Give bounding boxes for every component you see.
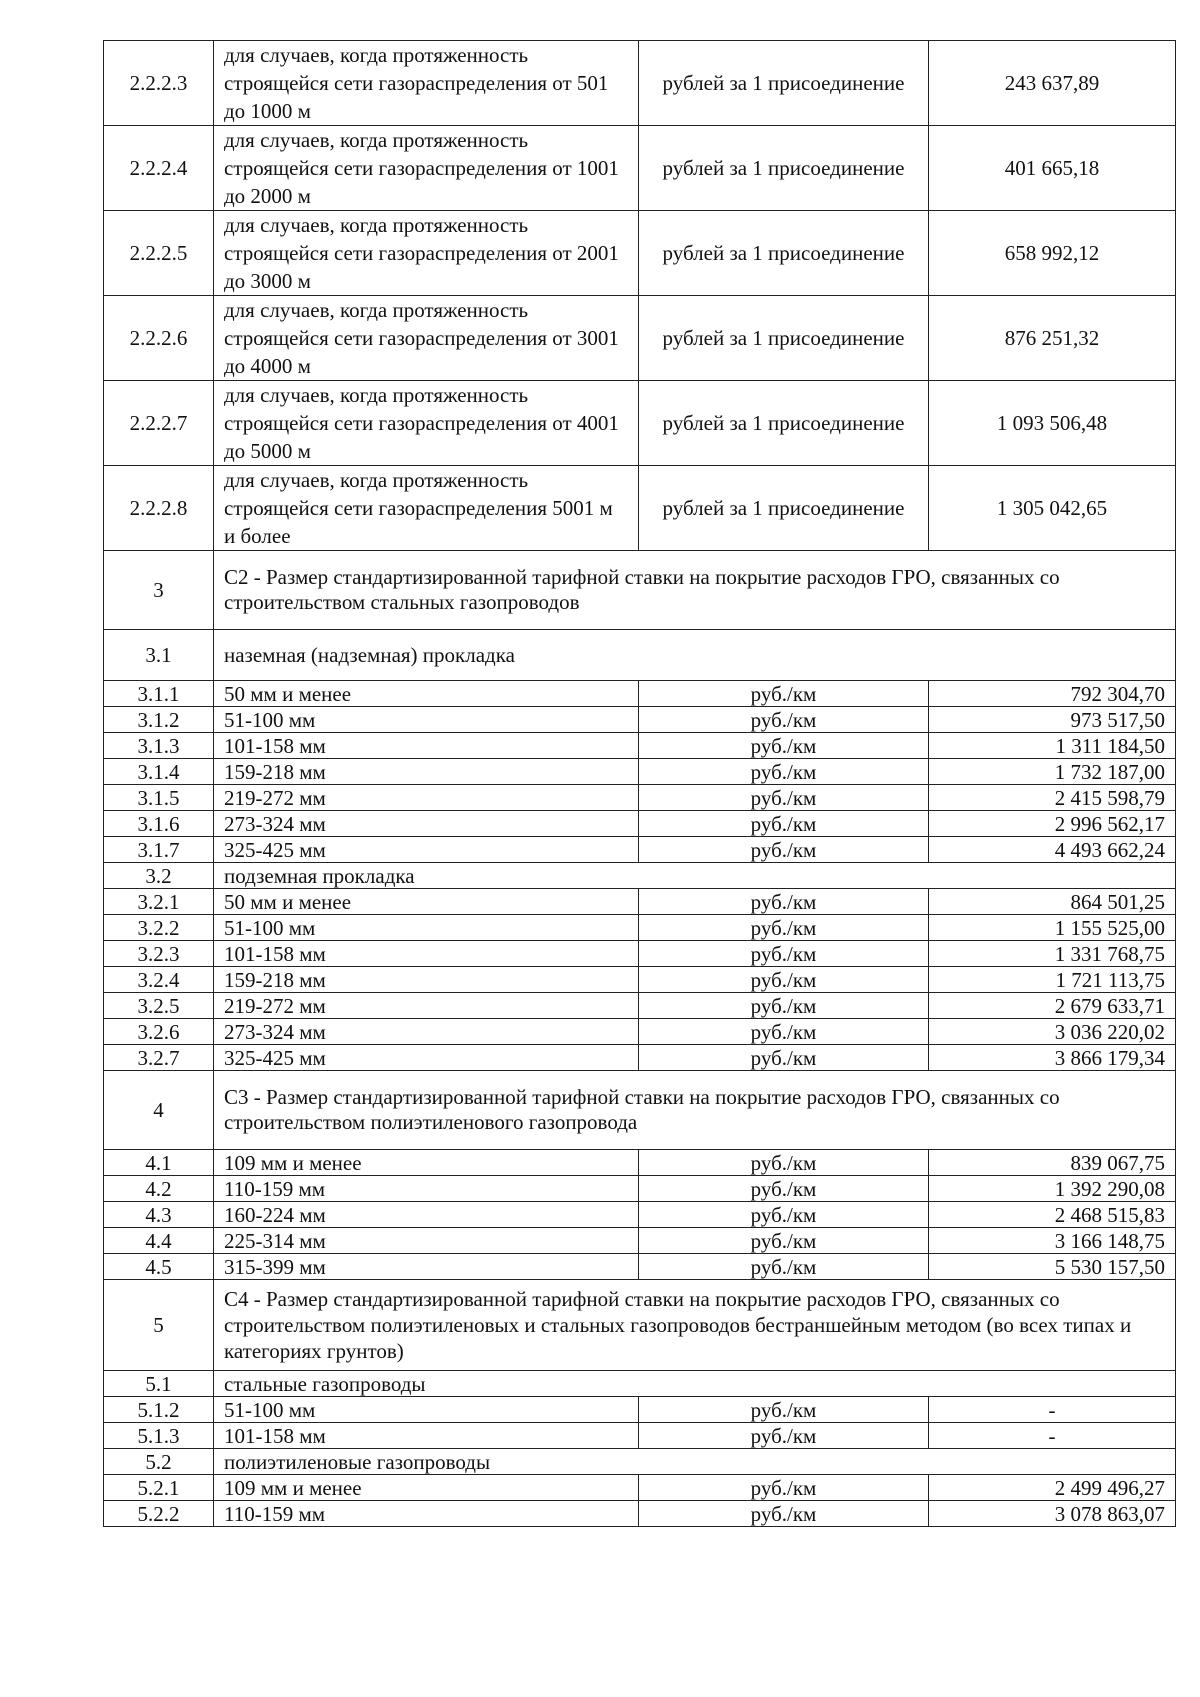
row-description: 51-100 мм [214, 1397, 639, 1423]
row-value: 864 501,25 [929, 889, 1176, 915]
row-value: 2 996 562,17 [929, 811, 1176, 837]
row-description: 109 мм и менее [214, 1475, 639, 1501]
table-row [104, 1019, 1176, 1045]
table-row [104, 941, 1176, 967]
row-description: 50 мм и менее [214, 681, 639, 707]
row-number: 2.2.2.4 [104, 126, 214, 211]
section-title: С4 - Размер стандартизированной тарифной ставки на покрытие расходов ГРО, связанных со строительством полиэтиленовых и стальных газопроводов бестраншейным методом (во всех типах и категориях грунтов) [214, 1280, 1176, 1371]
table-row [104, 296, 1176, 381]
row-unit: руб./км [639, 1202, 929, 1228]
row-value: 2 468 515,83 [929, 1202, 1176, 1228]
row-value: 658 992,12 [929, 211, 1176, 296]
row-number: 3.1.4 [104, 759, 214, 785]
table-row [104, 211, 1176, 296]
row-description: 110-159 мм [214, 1176, 639, 1202]
row-number: 3.2.2 [104, 915, 214, 941]
table-row [104, 1475, 1176, 1501]
row-description: 219-272 мм [214, 785, 639, 811]
row-value: 2 679 633,71 [929, 993, 1176, 1019]
row-value: 2 499 496,27 [929, 1475, 1176, 1501]
row-value: 3 078 863,07 [929, 1501, 1176, 1527]
row-unit: руб./км [639, 1475, 929, 1501]
row-unit: рублей за 1 присоединение [639, 126, 929, 211]
row-description: 273-324 мм [214, 811, 639, 837]
row-number: 5.1.3 [104, 1423, 214, 1449]
row-value: 1 093 506,48 [929, 381, 1176, 466]
table-row [104, 1202, 1176, 1228]
row-number: 5.2.2 [104, 1501, 214, 1527]
row-value: 1 305 042,65 [929, 466, 1176, 551]
subsection-header-row [104, 630, 1176, 681]
table-row [104, 1150, 1176, 1176]
row-value: - [929, 1423, 1176, 1449]
row-number: 4.1 [104, 1150, 214, 1176]
row-unit: руб./км [639, 681, 929, 707]
row-unit: руб./км [639, 1176, 929, 1202]
table-row [104, 466, 1176, 551]
row-unit: руб./км [639, 733, 929, 759]
row-value: 3 166 148,75 [929, 1228, 1176, 1254]
row-description: 160-224 мм [214, 1202, 639, 1228]
row-value: 1 392 290,08 [929, 1176, 1176, 1202]
row-number: 3.1.2 [104, 707, 214, 733]
row-description: для случаев, когда протяженность строящейся сети газораспределения от 3001 до 4000 м [214, 296, 639, 381]
row-value: 401 665,18 [929, 126, 1176, 211]
table-row [104, 837, 1176, 863]
table-row [104, 759, 1176, 785]
row-description: для случаев, когда протяженность строящейся сети газораспределения от 2001 до 3000 м [214, 211, 639, 296]
subsection-header-row [104, 1449, 1176, 1475]
row-value: - [929, 1397, 1176, 1423]
table-row [104, 811, 1176, 837]
row-number: 3.1.7 [104, 837, 214, 863]
row-description: 101-158 мм [214, 941, 639, 967]
section-number: 4 [104, 1071, 214, 1150]
table-row [104, 967, 1176, 993]
row-value: 1 331 768,75 [929, 941, 1176, 967]
table-row [104, 1045, 1176, 1071]
row-number: 4.5 [104, 1254, 214, 1280]
row-number: 3.2.5 [104, 993, 214, 1019]
table-row [104, 1176, 1176, 1202]
row-description: 219-272 мм [214, 993, 639, 1019]
row-unit: руб./км [639, 1150, 929, 1176]
row-unit: руб./км [639, 889, 929, 915]
row-unit: руб./км [639, 967, 929, 993]
row-number: 5.2.1 [104, 1475, 214, 1501]
table-row [104, 733, 1176, 759]
row-unit: руб./км [639, 1254, 929, 1280]
row-unit: рублей за 1 присоединение [639, 466, 929, 551]
row-number: 2.2.2.7 [104, 381, 214, 466]
row-description: 225-314 мм [214, 1228, 639, 1254]
row-value: 973 517,50 [929, 707, 1176, 733]
row-number: 2.2.2.5 [104, 211, 214, 296]
row-unit: руб./км [639, 1501, 929, 1527]
table-row [104, 1397, 1176, 1423]
tariff-table [103, 40, 1176, 1527]
row-value: 839 067,75 [929, 1150, 1176, 1176]
row-unit: рублей за 1 присоединение [639, 296, 929, 381]
row-number: 3.1.5 [104, 785, 214, 811]
row-unit: руб./км [639, 915, 929, 941]
subsection-number: 5.1 [104, 1371, 214, 1397]
subsection-title: полиэтиленовые газопроводы [214, 1449, 1176, 1475]
row-description: 109 мм и менее [214, 1150, 639, 1176]
table-row [104, 785, 1176, 811]
subsection-header-row [104, 1371, 1176, 1397]
row-description: 51-100 мм [214, 707, 639, 733]
row-unit: руб./км [639, 759, 929, 785]
subsection-title: стальные газопроводы [214, 1371, 1176, 1397]
row-unit: руб./км [639, 837, 929, 863]
row-number: 3.2.6 [104, 1019, 214, 1045]
table-row [104, 1228, 1176, 1254]
row-unit: руб./км [639, 811, 929, 837]
section-title: С2 - Размер стандартизированной тарифной ставки на покрытие расходов ГРО, связанных со строительством стальных газопроводов [214, 551, 1176, 630]
row-description: для случаев, когда протяженность строящейся сети газораспределения 5001 м и более [214, 466, 639, 551]
row-unit: руб./км [639, 941, 929, 967]
row-value: 1 721 113,75 [929, 967, 1176, 993]
section-number: 5 [104, 1280, 214, 1371]
row-unit: руб./км [639, 785, 929, 811]
row-description: 315-399 мм [214, 1254, 639, 1280]
row-value: 792 304,70 [929, 681, 1176, 707]
row-value: 4 493 662,24 [929, 837, 1176, 863]
row-value: 2 415 598,79 [929, 785, 1176, 811]
table-row [104, 889, 1176, 915]
row-unit: руб./км [639, 1228, 929, 1254]
row-number: 2.2.2.8 [104, 466, 214, 551]
table-row [104, 41, 1176, 126]
row-description: 101-158 мм [214, 733, 639, 759]
table-row [104, 1254, 1176, 1280]
row-number: 4.2 [104, 1176, 214, 1202]
subsection-header-row [104, 863, 1176, 889]
table-row [104, 681, 1176, 707]
row-unit: рублей за 1 присоединение [639, 211, 929, 296]
table-row [104, 707, 1176, 733]
row-value: 1 155 525,00 [929, 915, 1176, 941]
row-value: 243 637,89 [929, 41, 1176, 126]
row-unit: рублей за 1 присоединение [639, 41, 929, 126]
row-value: 876 251,32 [929, 296, 1176, 381]
table-row [104, 993, 1176, 1019]
section-header-row [104, 1071, 1176, 1150]
row-number: 4.4 [104, 1228, 214, 1254]
row-unit: руб./км [639, 707, 929, 733]
row-description: 325-425 мм [214, 1045, 639, 1071]
subsection-number: 3.1 [104, 630, 214, 681]
row-unit: руб./км [639, 993, 929, 1019]
row-description: 101-158 мм [214, 1423, 639, 1449]
table-row [104, 915, 1176, 941]
row-value: 3 036 220,02 [929, 1019, 1176, 1045]
row-unit: руб./км [639, 1397, 929, 1423]
table-row [104, 1501, 1176, 1527]
row-description: 110-159 мм [214, 1501, 639, 1527]
row-number: 2.2.2.6 [104, 296, 214, 381]
table-row [104, 126, 1176, 211]
row-unit: руб./км [639, 1423, 929, 1449]
table-row [104, 1423, 1176, 1449]
row-number: 3.1.1 [104, 681, 214, 707]
row-number: 5.1.2 [104, 1397, 214, 1423]
row-description: для случаев, когда протяженность строящейся сети газораспределения от 501 до 1000 м [214, 41, 639, 126]
subsection-number: 5.2 [104, 1449, 214, 1475]
row-unit: руб./км [639, 1019, 929, 1045]
row-description: 159-218 мм [214, 759, 639, 785]
row-description: 325-425 мм [214, 837, 639, 863]
row-description: 159-218 мм [214, 967, 639, 993]
row-value: 5 530 157,50 [929, 1254, 1176, 1280]
row-description: для случаев, когда протяженность строящейся сети газораспределения от 1001 до 2000 м [214, 126, 639, 211]
row-description: для случаев, когда протяженность строящейся сети газораспределения от 4001 до 5000 м [214, 381, 639, 466]
row-number: 3.2.7 [104, 1045, 214, 1071]
table-row [104, 381, 1176, 466]
section-header-row [104, 551, 1176, 630]
row-unit: руб./км [639, 1045, 929, 1071]
row-unit: рублей за 1 присоединение [639, 381, 929, 466]
row-number: 3.2.4 [104, 967, 214, 993]
row-number: 3.2.1 [104, 889, 214, 915]
row-value: 3 866 179,34 [929, 1045, 1176, 1071]
row-number: 2.2.2.3 [104, 41, 214, 126]
row-number: 3.1.3 [104, 733, 214, 759]
row-number: 3.1.6 [104, 811, 214, 837]
section-number: 3 [104, 551, 214, 630]
row-number: 3.2.3 [104, 941, 214, 967]
section-header-row [104, 1280, 1176, 1371]
section-title: С3 - Размер стандартизированной тарифной ставки на покрытие расходов ГРО, связанных со строительством полиэтиленового газопровода [214, 1071, 1176, 1150]
row-description: 50 мм и менее [214, 889, 639, 915]
row-description: 273-324 мм [214, 1019, 639, 1045]
subsection-number: 3.2 [104, 863, 214, 889]
row-value: 1 732 187,00 [929, 759, 1176, 785]
row-value: 1 311 184,50 [929, 733, 1176, 759]
subsection-title: наземная (надземная) прокладка [214, 630, 1176, 681]
subsection-title: подземная прокладка [214, 863, 1176, 889]
row-description: 51-100 мм [214, 915, 639, 941]
row-number: 4.3 [104, 1202, 214, 1228]
